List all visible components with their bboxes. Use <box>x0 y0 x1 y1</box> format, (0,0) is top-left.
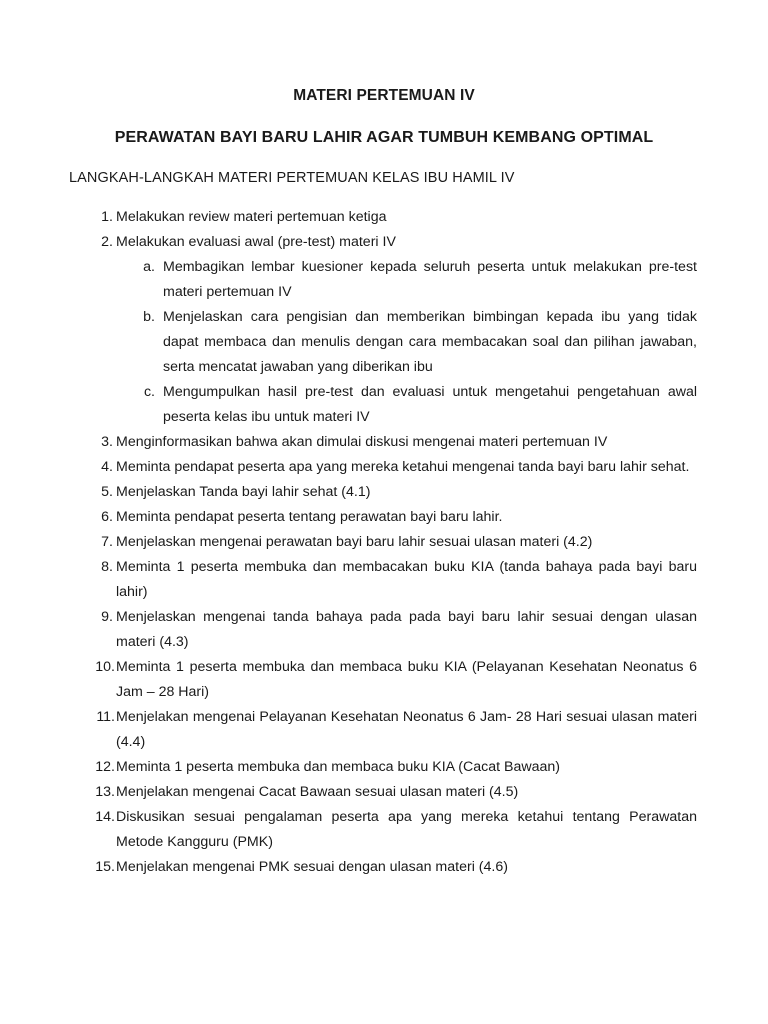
list-item-text: Diskusikan sesuai pengalaman peserta apa yang mereka ketahui tentang Perawatan Metode Kangguru (PMK) <box>116 809 697 850</box>
document-title: MATERI PERTEMUAN IV <box>293 87 475 104</box>
sub-item-letter: c. <box>143 384 155 400</box>
list-item-number: 15. <box>95 859 115 875</box>
list-item-number: 5. <box>101 484 113 500</box>
list-item <box>0 705 768 755</box>
list-item-number: 13. <box>95 784 115 800</box>
list-item-text: Meminta pendapat peserta apa yang mereka ketahui mengenai tanda bayi baru lahir sehat. <box>116 459 690 475</box>
list-item-text: Meminta 1 peserta membuka dan membacakan buku KIA (tanda bahaya pada bayi baru lahir) <box>116 559 697 600</box>
sub-list-item <box>0 380 768 430</box>
list-item <box>0 205 768 230</box>
list-item <box>0 655 768 705</box>
list-item <box>0 505 768 530</box>
list-item <box>0 480 768 505</box>
list-item-number: 1. <box>101 209 113 225</box>
list-item-number: 11. <box>96 709 115 725</box>
sub-item-text: Mengumpulkan hasil pre-test dan evaluasi untuk mengetahui pengetahuan awal peserta kelas ibu untuk materi IV <box>163 384 697 425</box>
list-item-text: Menginformasikan bahwa akan dimulai diskusi mengenai materi pertemuan IV <box>116 434 608 450</box>
list-item <box>0 755 768 780</box>
list-item-number: 7. <box>101 534 113 550</box>
sub-item-text: Menjelaskan cara pengisian dan memberikan bimbingan kepada ibu yang tidak dapat membaca dan menulis dengan cara membacakan soal dan pilihan jawaban, serta mencatat jawaban yang diberikan ibu <box>163 309 697 375</box>
list-item-number: 4. <box>101 459 113 475</box>
list-item-text: Melakukan review materi pertemuan ketiga <box>116 209 387 225</box>
list-item <box>0 455 768 480</box>
sub-list-item <box>0 305 768 380</box>
list-item <box>0 555 768 605</box>
list-item-text: Menjelakan mengenai Pelayanan Kesehatan Neonatus 6 Jam- 28 Hari sesuai ulasan materi (4.4) <box>116 709 697 750</box>
list-item-text: Menjelaskan mengenai perawatan bayi baru lahir sesuai ulasan materi (4.2) <box>116 534 593 550</box>
list-item-text: Menjelaskan Tanda bayi lahir sehat (4.1) <box>116 484 371 500</box>
list-item-text: Menjelakan mengenai Cacat Bawaan sesuai ulasan materi (4.5) <box>116 784 519 800</box>
sub-item-letter: a. <box>143 259 155 275</box>
list-item-text: Menjelakan mengenai PMK sesuai dengan ulasan materi (4.6) <box>116 859 508 875</box>
list-item-number: 12. <box>95 759 115 775</box>
list-item-number: 9. <box>101 609 113 625</box>
list-item-text: Meminta pendapat peserta tentang perawatan bayi baru lahir. <box>116 509 503 525</box>
list-item-number: 2. <box>101 234 113 250</box>
sub-item-letter: b. <box>143 309 155 325</box>
list-item <box>0 230 768 255</box>
list-item-number: 14. <box>95 809 115 825</box>
list-item-number: 10. <box>95 659 115 675</box>
section-heading: LANGKAH-LANGKAH MATERI PERTEMUAN KELAS IBU HAMIL IV <box>69 170 515 186</box>
list-item-text: Menjelaskan mengenai tanda bahaya pada pada bayi baru lahir sesuai dengan ulasan materi (4.3) <box>116 609 697 650</box>
sub-list-item <box>0 255 768 305</box>
list-item-text: Melakukan evaluasi awal (pre-test) materi IV <box>116 234 396 250</box>
document-subtitle: PERAWATAN BAYI BARU LAHIR AGAR TUMBUH KEMBANG OPTIMAL <box>114 129 654 146</box>
list-item-number: 8. <box>101 559 113 575</box>
list-item-text: Meminta 1 peserta membuka dan membaca buku KIA (Cacat Bawaan) <box>116 759 560 775</box>
list-item-number: 6. <box>101 509 113 525</box>
list-item-text: Meminta 1 peserta membuka dan membaca buku KIA (Pelayanan Kesehatan Neonatus 6 Jam – 28 Hari) <box>116 659 697 700</box>
list-item <box>0 605 768 655</box>
steps-list <box>0 205 768 880</box>
list-item <box>0 855 768 880</box>
list-item <box>0 805 768 855</box>
list-item-number: 3. <box>101 434 113 450</box>
list-item <box>0 430 768 455</box>
list-item <box>0 780 768 805</box>
sub-item-text: Membagikan lembar kuesioner kepada seluruh peserta untuk melakukan pre-test materi pertemuan IV <box>163 259 697 300</box>
list-item <box>0 530 768 555</box>
